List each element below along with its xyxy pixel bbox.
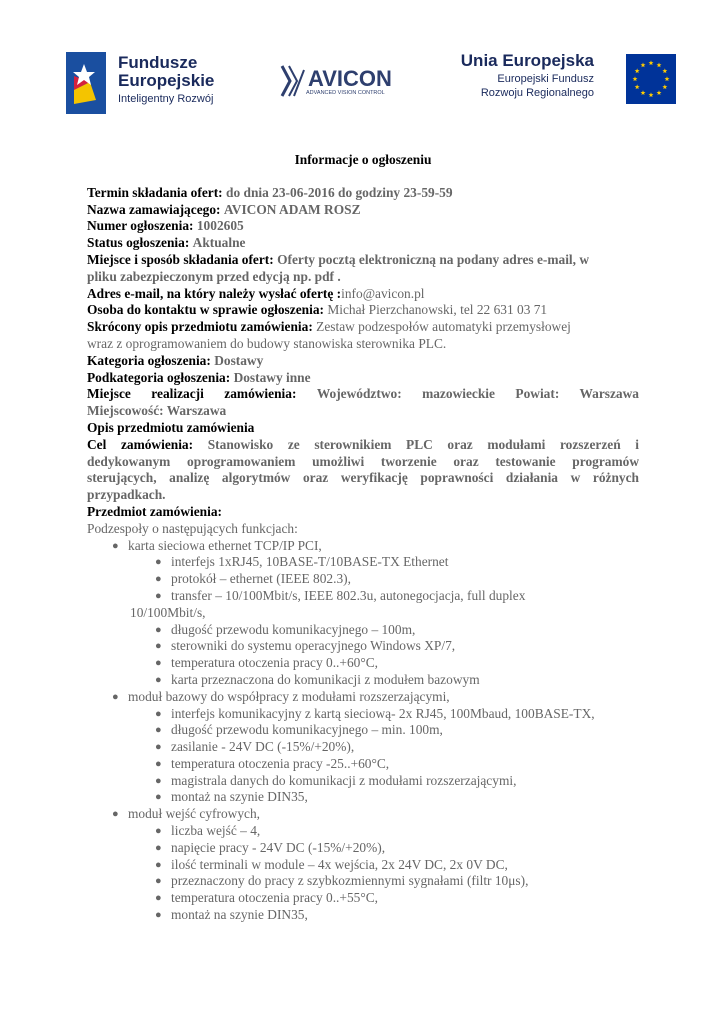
items-list (87, 538, 639, 924)
miejsce-value-2: pliku zabezpieczonym przed edycją np. pdf . (87, 268, 341, 284)
fe-logo-text (118, 54, 214, 106)
email-row (87, 286, 639, 303)
bullet-icon: ● (155, 556, 162, 569)
list-subitem (87, 823, 639, 840)
bullet-icon: ● (155, 875, 162, 888)
avicon-tagline: ADVANCED VISION CONTROL (306, 90, 385, 96)
item-label: moduł bazowy do współpracy z modułami rozszerzającymi, (128, 688, 450, 704)
osoba-row (87, 302, 639, 319)
bullet-icon: ● (155, 623, 162, 636)
bullet-icon: ● (155, 573, 162, 586)
subitem-text: liczba wejść – 4, (171, 823, 261, 839)
podkategoria-label: Podkategoria ogłoszenia: (87, 369, 231, 385)
ue-line2: Rozwoju Regionalnego (480, 87, 594, 99)
bullet-icon: ● (155, 774, 162, 787)
subitem-text: długość przewodu komunikacyjnego – min. 100m, (171, 722, 443, 738)
numer-row (87, 218, 639, 235)
termin-row (87, 185, 639, 202)
bullet-icon: ● (155, 757, 162, 770)
list-item (87, 689, 639, 706)
bullet-icon: ● (112, 539, 119, 552)
osoba-value: Michał Pierzchanowski, tel 22 631 03 71 (327, 302, 548, 318)
bullet-icon: ● (155, 858, 162, 871)
nazwa-row (87, 202, 639, 219)
list-subitem (87, 756, 639, 773)
list-subitem (87, 857, 639, 874)
list-subitem (87, 840, 639, 857)
avicon-logo (280, 64, 398, 100)
subitem-text: napięcie pracy - 24V DC (-15%/+20%), (171, 839, 386, 855)
kategoria-row (87, 353, 639, 370)
cel-value-4: przypadkach. (87, 487, 166, 503)
osoba-label: Osoba do kontaktu w sprawie ogłoszenia: (87, 302, 324, 318)
subitem-text: sterowniki do systemu operacyjnego Windows XP/7, (171, 638, 456, 654)
opis-value-2: wraz z oprogramowaniem do budowy stanowiska sterownika PLC. (87, 335, 447, 351)
list-subitem (87, 622, 639, 639)
fe-star-emblem-icon (66, 52, 106, 114)
status-value: Aktualne (192, 235, 246, 251)
realizacja-value-2: Miejscowość: Warszawa (87, 403, 227, 419)
subitem-text: interfejs 1xRJ45, 10BASE-T/10BASE-TX Ethernet (171, 554, 449, 570)
list-subitem (87, 722, 639, 739)
list-subitem (87, 706, 639, 723)
bullet-icon: ● (112, 690, 119, 703)
list-subitem (87, 554, 639, 571)
cel-label: Cel zamówienia: (87, 436, 194, 452)
unia-europejska-logo (430, 50, 680, 110)
cel-row-1 (87, 437, 639, 454)
subitem-text: karta przeznaczona do komunikacji z modułem bazowym (171, 671, 480, 687)
eu-flag-icon (626, 54, 676, 104)
bullet-icon: ● (155, 707, 162, 720)
list-subitem (87, 873, 639, 890)
list-subitem (87, 890, 639, 907)
miejsce-row (87, 252, 639, 286)
subitem-text: montaż na szynie DIN35, (171, 789, 308, 805)
email-link[interactable]: info@avicon.pl (341, 285, 425, 301)
item-label: karta sieciowa ethernet TCP/IP PCI, (128, 537, 322, 553)
subitem-text: zasilanie - 24V DC (-15%/+20%), (171, 739, 355, 755)
bullet-icon: ● (112, 808, 119, 821)
nazwa-label: Nazwa zamawiającego: (87, 201, 221, 217)
bullet-icon: ● (155, 791, 162, 804)
subitem-text: protokół – ethernet (IEEE 802.3), (171, 571, 351, 587)
document-body (87, 152, 639, 924)
list-subitem-continuation: 10/100Mbit/s, (130, 604, 206, 620)
termin-label: Termin składania ofert: (87, 184, 223, 200)
page-title: Informacje o ogłoszeniu (294, 152, 432, 167)
subitem-text: ilość terminali w module – 4x wejścia, 2x 24V DC, 2x 0V DC, (171, 856, 508, 872)
opis-value-1: Zestaw podzespołów automatyki przemysłowej (316, 319, 571, 335)
subitem-text: interfejs komunikacyjny z kartą sieciową- 2x RJ45, 100Mbaud, 100BASE-TX, (171, 705, 595, 721)
podkategoria-value: Dostawy inne (233, 369, 311, 385)
realizacja-row (87, 386, 639, 403)
item-label: moduł wejść cyfrowych, (128, 806, 261, 822)
ue-line1: Europejski Fundusz (497, 73, 594, 85)
list-subitem (87, 789, 639, 806)
fe-line1: Fundusze (118, 53, 198, 72)
status-label: Status ogłoszenia: (87, 235, 190, 251)
podkategoria-row (87, 370, 639, 387)
subitem-text: przeznaczony do pracy z szybkozmiennymi sygnałami (filtr 10μs), (171, 873, 529, 889)
list-item (87, 538, 639, 555)
miejsce-value-1: Oferty pocztą elektroniczną na podany adres e-mail, w (277, 251, 589, 267)
cel-value-2: dedykowanym oprogramowaniem umożliwi tworzenie oraz testowanie programów (87, 453, 639, 469)
fe-line2: Europejskie (118, 71, 215, 90)
list-item (87, 806, 639, 823)
avicon-name: AVICON (308, 66, 392, 91)
bullet-icon: ● (155, 724, 162, 737)
kategoria-label: Kategoria ogłoszenia: (87, 352, 211, 368)
subitem-text: montaż na szynie DIN35, (171, 907, 308, 923)
cel-value-3: sterujących, analizę algorytmów oraz weryfikację poprawności działania w różnych (87, 470, 639, 486)
opis-row (87, 319, 639, 353)
bullet-icon: ● (155, 657, 162, 670)
subitem-text: temperatura otoczenia pracy 0..+60°C, (171, 655, 378, 671)
fundusze-europejskie-logo (66, 52, 231, 114)
list-subitem (87, 571, 639, 588)
email-label: Adres e-mail, na który należy wysłać ofertę : (87, 285, 342, 301)
nazwa-value: AVICON ADAM ROSZ (223, 201, 361, 217)
subitem-text: długość przewodu komunikacyjnego – 100m, (171, 621, 416, 637)
list-subitem (87, 739, 639, 756)
subitem-text: temperatura otoczenia pracy 0..+55°C, (171, 890, 378, 906)
ue-title: Unia Europejska (460, 51, 594, 70)
realizacja-value-1: Województwo: mazowieckie Powiat: Warszawa (316, 386, 639, 402)
przedmiot-label: Przedmiot zamówienia: (87, 503, 222, 519)
numer-value: 1002605 (196, 218, 244, 234)
opis-label: Skrócony opis przedmiotu zamówienia: (87, 319, 313, 335)
bullet-icon: ● (155, 741, 162, 754)
subitem-text: temperatura otoczenia pracy -25..+60°C, (171, 755, 390, 771)
bullet-icon: ● (155, 825, 162, 838)
list-subitem (87, 907, 639, 924)
list-subitem (87, 672, 639, 689)
page-header (0, 0, 725, 130)
realizacja-row-2 (87, 403, 639, 420)
fe-line3: Inteligentny Rozwój (118, 93, 214, 105)
numer-label: Numer ogłoszenia: (87, 218, 194, 234)
bullet-icon: ● (155, 589, 162, 602)
bullet-icon: ● (155, 640, 162, 653)
bullet-icon: ● (155, 909, 162, 922)
list-subitem (87, 638, 639, 655)
bullet-icon: ● (155, 892, 162, 905)
termin-value: do dnia 23-06-2016 do godziny 23-59-59 (226, 184, 453, 200)
avicon-mark-icon (280, 64, 306, 98)
list-subitem (87, 655, 639, 672)
subitem-text: magistrala danych do komunikacji z modułami rozszerzającymi, (171, 772, 517, 788)
miejsce-label: Miejsce i sposób składania ofert: (87, 251, 274, 267)
ue-logo-text (461, 50, 594, 100)
przedmiot-intro: Podzespoły o następujących funkcjach: (87, 520, 298, 536)
list-subitem (87, 773, 639, 790)
kategoria-value: Dostawy (214, 352, 264, 368)
list-subitem (87, 588, 639, 605)
bullet-icon: ● (155, 841, 162, 854)
realizacja-label: Miejsce realizacji zamówienia: (87, 386, 297, 402)
bullet-icon: ● (155, 673, 162, 686)
opis-przedmiotu-heading: Opis przedmiotu zamówienia (87, 419, 255, 435)
cel-value-1: Stanowisko ze sterownikiem PLC oraz modułami rozszerzeń i (207, 436, 640, 452)
subitem-text: transfer – 10/100Mbit/s, IEEE 802.3u, autonegocjacja, full duplex (171, 587, 526, 603)
status-row (87, 235, 639, 252)
